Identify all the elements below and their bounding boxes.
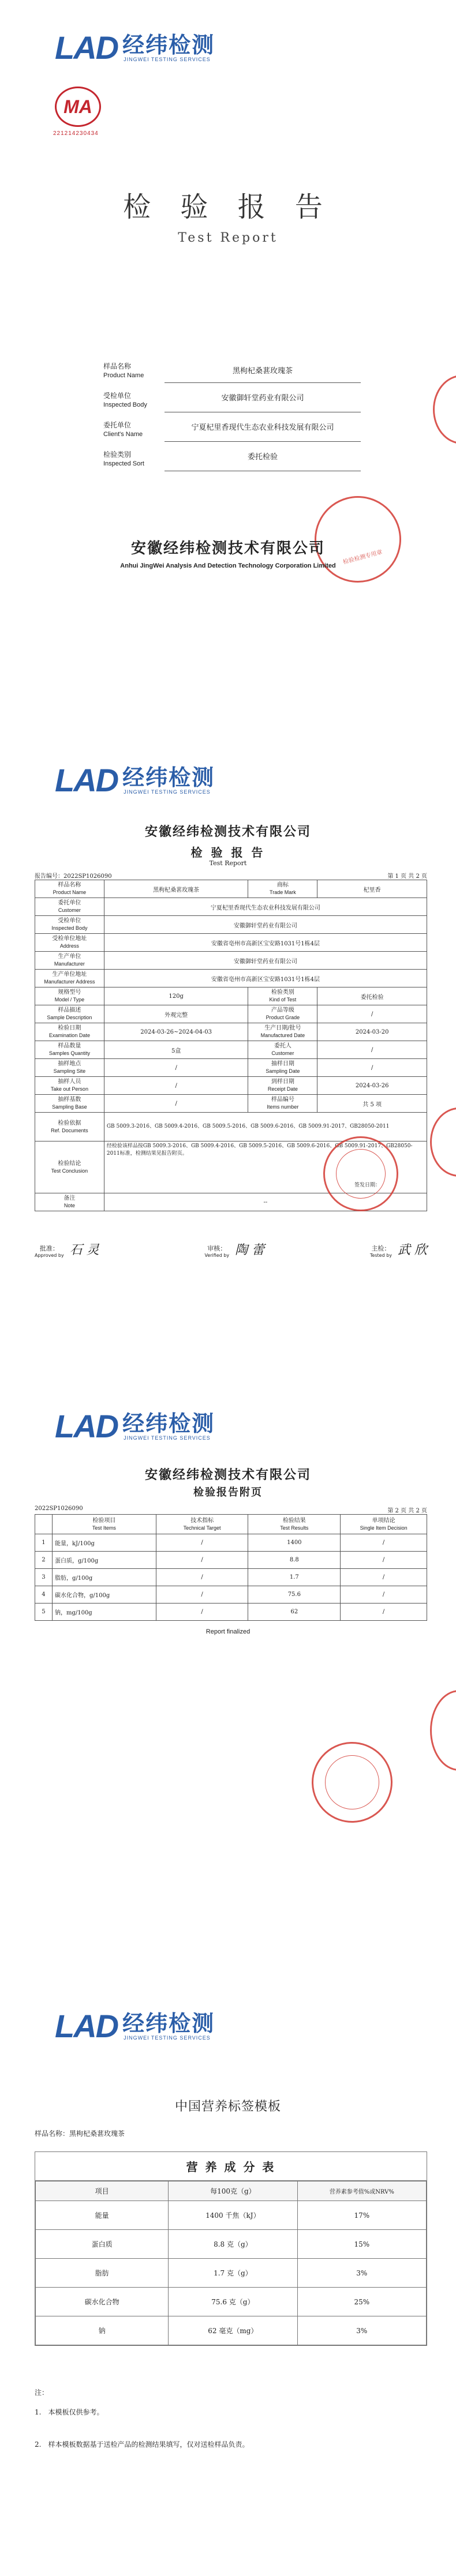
edge-stamp-1 <box>433 375 456 444</box>
sample-label: 样品名称： <box>35 2130 70 2138</box>
val-manufacturer: 安徽御轩堂药业有限公司 <box>104 952 427 970</box>
lbl-grade: 产品等级 <box>271 1007 294 1013</box>
nutrition-page <box>0 1973 456 2576</box>
logo-en: JINGWEI TESTING SERVICES <box>124 788 211 795</box>
row-decision: / <box>341 1552 427 1569</box>
reviewer-label-en: Verified by <box>204 1253 230 1258</box>
label-sort-en: Inspected Sort <box>103 460 144 467</box>
label-client: 委托单位 <box>103 421 132 429</box>
lbl-inspected: 受检单位 <box>58 918 81 924</box>
report-logo <box>55 761 215 799</box>
row-no: 5 <box>35 1604 53 1621</box>
appendix-title: 检验报告附页 <box>193 1486 263 1499</box>
val-product: 黑枸杞桑葚玫瑰茶 <box>104 880 248 898</box>
row-item: 碳水化合物，g/100g <box>52 1586 156 1604</box>
hdr-item-en: Test Items <box>92 1524 116 1531</box>
row-item: 能量，kJ/100g <box>52 1534 156 1552</box>
label-inspected-body-en: Inspected Body <box>103 401 147 408</box>
report-title: 检 验 报 告 <box>190 846 266 859</box>
notes-label: 注： <box>35 2389 49 2397</box>
nutrition-table <box>35 2181 427 2345</box>
val-maddress: 安徽省亳州市高新区宝安路1031号1栋4层 <box>104 970 427 987</box>
nutrition-notes <box>35 2385 249 2452</box>
lbl-manufacturer: 生产单位 <box>58 953 81 960</box>
cover-company-cn: 安徽经纬检测技术有限公司 <box>130 540 325 557</box>
logo-mark: LAD <box>55 29 118 66</box>
row-item: 蛋白质，g/100g <box>52 1552 156 1569</box>
val-mfg-date: 2024-03-20 <box>317 1023 427 1041</box>
lbl-exam-date: 检验日期 <box>58 1025 81 1031</box>
cma-seal <box>55 87 101 127</box>
lbl-sampling-date: 抽样日期 <box>271 1061 294 1067</box>
nutrition-sample <box>35 2128 125 2138</box>
cover-stamp-text: 检验检测专用章 <box>342 549 383 566</box>
lbl-address: 受检单位地址 <box>52 936 87 942</box>
nt-nrv: 17% <box>297 2201 426 2230</box>
val-trademark: 杞里香 <box>317 880 427 898</box>
row-target: / <box>156 1586 248 1604</box>
row-decision: / <box>341 1569 427 1586</box>
sample-name: 黑枸杞桑葚玫瑰茶 <box>69 2130 125 2138</box>
lbl-remark-en: Note <box>63 1203 75 1208</box>
lbl-desc: 样品描述 <box>58 1007 81 1013</box>
lbl-items-en: Items number <box>267 1104 299 1110</box>
appendix-logo <box>55 1407 215 1445</box>
val-inspected: 安徽御轩堂药业有限公司 <box>104 916 427 934</box>
lbl-conclusion-en: Test Conclusion <box>51 1167 88 1174</box>
signatures <box>35 1240 427 1258</box>
lbl-person-en: Take out Person <box>50 1086 88 1092</box>
logo-en: JINGWEI TESTING SERVICES <box>124 2034 211 2041</box>
row-result: 1400 <box>248 1534 341 1552</box>
nt-value: 8.8 克（g） <box>169 2230 297 2259</box>
report-company: 安徽经纬检测技术有限公司 <box>144 824 311 839</box>
lbl-basis-en: Ref. Documents <box>51 1127 88 1133</box>
logo-cn: 经纬检测 <box>122 764 215 790</box>
nt-item: 脂肪 <box>36 2259 169 2288</box>
val-client: 宁夏杞里香现代生态农业科技发展有限公司 <box>104 898 427 916</box>
nt-value: 1.7 克（g） <box>169 2259 297 2288</box>
hdr-result-en: Test Results <box>280 1524 309 1531</box>
cover-info-table <box>101 358 361 471</box>
row-no: 4 <box>35 1586 53 1604</box>
val-items: 共 5 项 <box>317 1095 427 1113</box>
lbl-receipt-en: Receipt Date <box>267 1086 298 1092</box>
table-row <box>35 1586 427 1604</box>
logo-mark: LAD <box>55 762 118 798</box>
cover-company-en: Anhui JingWei Analysis And Detection Technology Corporation Limited <box>120 562 336 569</box>
edge-stamp-2 <box>430 1107 456 1177</box>
report-header-line <box>35 871 427 880</box>
table-row <box>35 1569 427 1586</box>
logo-cn: 经纬检测 <box>122 1410 215 1436</box>
appendix-table <box>35 1514 427 1621</box>
val-remark: -- <box>104 1193 427 1211</box>
nt-value: 75.6 克（g） <box>169 2288 297 2316</box>
row-decision: / <box>341 1604 427 1621</box>
row-result: 8.8 <box>248 1552 341 1569</box>
note-2: 2. 样本模板数据基于送检产品的检测结果填写，仅对送检样品负责。 <box>35 2440 249 2449</box>
label-product-name-en: Product Name <box>103 372 144 379</box>
table-row <box>36 2230 427 2259</box>
hdr-item: 检验项目 <box>92 1517 116 1524</box>
table-row <box>35 1534 427 1552</box>
row-target: / <box>156 1569 248 1586</box>
hdr-decision: 单项结论 <box>372 1517 395 1524</box>
hdr-result: 检验结果 <box>282 1517 306 1524</box>
val-qty: 5盒 <box>104 1041 248 1059</box>
nt-hdr-item: 项目 <box>36 2181 169 2201</box>
lbl-customer-en: Customer <box>271 1050 294 1056</box>
cover-title: 检 验 报 告 <box>123 191 333 223</box>
approver-label-en: Approved by <box>35 1253 64 1258</box>
lbl-manufacturer-en: Manufacturer <box>54 961 85 967</box>
value-client: 宁夏杞里香现代生态农业科技发展有限公司 <box>165 412 361 441</box>
nt-item: 碳水化合物 <box>36 2288 169 2316</box>
appendix-stamp <box>300 1730 403 1834</box>
label-product-name: 样品名称 <box>103 362 132 370</box>
lbl-inspected-en: Inspected Body <box>51 925 88 931</box>
table-row <box>36 2201 427 2230</box>
row-item: 脂肪，g/100g <box>52 1569 156 1586</box>
lbl-maddress-en: Manufacturer Address <box>44 979 95 985</box>
approver-signature: 石 灵 <box>69 1243 99 1257</box>
val-address: 安徽省亳州市高新区宝安路1031号1栋4层 <box>104 934 427 952</box>
cma-mark: MA <box>63 96 92 117</box>
nutrition-title: 中国营养标签模板 <box>174 2100 281 2114</box>
lbl-items: 样品编号 <box>271 1097 294 1103</box>
nt-value: 62 毫克（mg） <box>169 2316 297 2345</box>
nt-item: 能量 <box>36 2201 169 2230</box>
lbl-model-en: Model / Type <box>54 997 85 1002</box>
val-model: 120g <box>104 987 248 1005</box>
approver-label: 批准： <box>39 1245 59 1252</box>
value-sort: 委托检验 <box>165 441 361 471</box>
row-decision: / <box>341 1534 427 1552</box>
report-stamp <box>323 1136 398 1211</box>
table-row <box>36 2316 427 2345</box>
report-finalized: Report finalized <box>205 1628 251 1635</box>
table-row <box>36 2259 427 2288</box>
logo-mark: LAD <box>55 1408 118 1444</box>
lbl-client: 委托单位 <box>58 900 81 906</box>
val-conclusion: 经检验该样品按GB 5009.3-2016、GB 5009.4-2016、GB 5009.5-2016、GB 5009.6-2016、GB 5009.91-2017、GB28050-2011标准，检测结果见报告附页。 <box>106 1143 413 1156</box>
nt-nrv: 15% <box>297 2230 426 2259</box>
hdr-decision-en: Single Item Decision <box>360 1524 408 1531</box>
lbl-person: 抽样人员 <box>58 1079 81 1085</box>
lbl-remark: 备注 <box>63 1195 76 1201</box>
val-receipt: 2024-03-26 <box>317 1077 427 1095</box>
lbl-basis: 检验依据 <box>58 1120 81 1126</box>
edge-stamp-3 <box>430 1690 456 1771</box>
cover-subtitle: Test Report <box>178 231 278 245</box>
appendix-header-line <box>35 1505 427 1514</box>
report-no-label: 报告编号： <box>35 873 63 880</box>
reviewer-label: 审核： <box>207 1245 227 1252</box>
lbl-base-en: Sampling Base <box>52 1104 87 1110</box>
nt-value: 1400 千焦（kJ） <box>169 2201 297 2230</box>
row-result: 1.7 <box>248 1569 341 1586</box>
row-no: 3 <box>35 1569 53 1586</box>
appendix-report-no: 2022SP1026090 <box>35 1505 83 1512</box>
val-sampling-date: / <box>317 1059 427 1077</box>
lbl-grade-en: Product Grade <box>266 1015 300 1020</box>
lbl-trademark-en: Trade Mark <box>270 889 296 895</box>
nt-nrv: 3% <box>297 2316 426 2345</box>
row-decision: / <box>341 1586 427 1604</box>
hdr-target-en: Technical Target <box>183 1524 221 1531</box>
report-no: 2022SP1026090 <box>63 873 112 880</box>
nt-hdr-nrv: 营养素参考值%或NRV% <box>297 2181 426 2201</box>
lbl-sampling-date-en: Sampling Date <box>266 1068 300 1074</box>
appendix-page <box>0 1321 456 1961</box>
lbl-receipt: 到样日期 <box>271 1079 294 1085</box>
val-desc: 外观完整 <box>104 1005 248 1023</box>
nutrition-table-frame <box>35 2151 427 2346</box>
val-issue: 签发日期： <box>354 1182 380 1188</box>
nt-item: 钠 <box>36 2316 169 2345</box>
lbl-trademark: 商标 <box>276 882 289 888</box>
logo-en: JINGWEI TESTING SERVICES <box>124 56 211 62</box>
tester-label: 主检： <box>371 1245 391 1252</box>
value-product-name: 黑枸杞桑葚玫瑰茶 <box>165 358 361 382</box>
nt-hdr-value: 每100克（g） <box>169 2181 297 2201</box>
lbl-customer: 委托人 <box>274 1043 291 1049</box>
nt-nrv: 25% <box>297 2288 426 2316</box>
tester-signature: 武 欣 <box>398 1243 427 1257</box>
val-person: / <box>104 1077 248 1095</box>
report-page <box>0 669 456 1309</box>
row-item: 钠，mg/100g <box>52 1604 156 1621</box>
lbl-site-en: Sampling Site <box>53 1068 86 1074</box>
row-target: / <box>156 1534 248 1552</box>
lbl-kind: 检验类别 <box>271 989 294 996</box>
row-no: 2 <box>35 1552 53 1569</box>
lbl-conclusion: 检验结论 <box>58 1160 81 1167</box>
row-target: / <box>156 1604 248 1621</box>
val-basis: GB 5009.3-2016、GB 5009.4-2016、GB 5009.5-2016、GB 5009.6-2016、GB 5009.91-2017、GB28050-2011 <box>104 1113 427 1141</box>
nt-nrv: 3% <box>297 2259 426 2288</box>
appendix-company: 安徽经纬检测技术有限公司 <box>144 1467 311 1482</box>
lbl-qty-en: Samples Quantity <box>48 1050 90 1056</box>
tester-label-en: Tested by <box>369 1253 392 1258</box>
lbl-site: 抽样地点 <box>58 1061 81 1067</box>
cover-page <box>0 0 456 640</box>
logo-mark: LAD <box>55 2008 118 2044</box>
lbl-kind-en: Kind of Test <box>269 997 297 1002</box>
lbl-maddress: 生产单位地址 <box>52 971 87 978</box>
nt-item: 蛋白质 <box>36 2230 169 2259</box>
table-row <box>35 1552 427 1569</box>
lbl-qty: 样品数量 <box>58 1043 81 1049</box>
reviewer-signature: 陶 蕾 <box>235 1243 265 1257</box>
lbl-base: 抽样基数 <box>58 1097 81 1103</box>
lbl-address-en: Address <box>59 943 79 949</box>
report-subtitle: Test Report <box>209 859 247 867</box>
cma-number: 221214230434 <box>53 130 99 137</box>
val-exam-date: 2024-03-26~2024-04-03 <box>104 1023 248 1041</box>
row-result: 62 <box>248 1604 341 1621</box>
label-inspected-body: 受检单位 <box>103 392 132 400</box>
value-inspected-body: 安徽御轩堂药业有限公司 <box>165 382 361 412</box>
report-page-number: 第 1 页 共 2 页 <box>387 873 427 880</box>
cover-logo <box>55 29 215 66</box>
table-row <box>36 2288 427 2316</box>
table-row <box>35 1604 427 1621</box>
val-base: / <box>104 1095 248 1113</box>
lbl-product: 样品名称 <box>58 882 81 888</box>
lbl-mfg-date: 生产日期/批号 <box>264 1025 301 1031</box>
row-no: 1 <box>35 1534 53 1552</box>
row-target: / <box>156 1552 248 1569</box>
note-1: 1. 本模板仅供参考。 <box>35 2408 104 2416</box>
lbl-mfg-date-en: Manufactured Date <box>260 1032 305 1038</box>
logo-en: JINGWEI TESTING SERVICES <box>124 1435 211 1441</box>
hdr-target: 技术指标 <box>190 1517 214 1524</box>
row-result: 75.6 <box>248 1586 341 1604</box>
lbl-model: 规格型号 <box>58 989 81 996</box>
nutrition-logo <box>55 2007 215 2045</box>
lbl-desc-en: Sample Description <box>47 1015 92 1020</box>
logo-cn: 经纬检测 <box>122 2010 215 2036</box>
nutrition-table-title: 营 养 成 分 表 <box>35 2152 427 2181</box>
lbl-client-en: Customer <box>58 907 81 913</box>
val-grade: / <box>317 1005 427 1023</box>
val-site: / <box>104 1059 248 1077</box>
label-client-en: Client's Name <box>103 431 143 438</box>
val-kind: 委托检验 <box>317 987 427 1005</box>
val-customer: / <box>317 1041 427 1059</box>
appendix-page-number: 第 2 页 共 2 页 <box>387 1508 427 1514</box>
logo-cn: 经纬检测 <box>122 32 215 58</box>
lbl-exam-date-en: Examination Date <box>48 1032 90 1038</box>
lbl-product-en: Product Name <box>53 889 87 895</box>
label-sort: 检验类别 <box>103 450 132 459</box>
